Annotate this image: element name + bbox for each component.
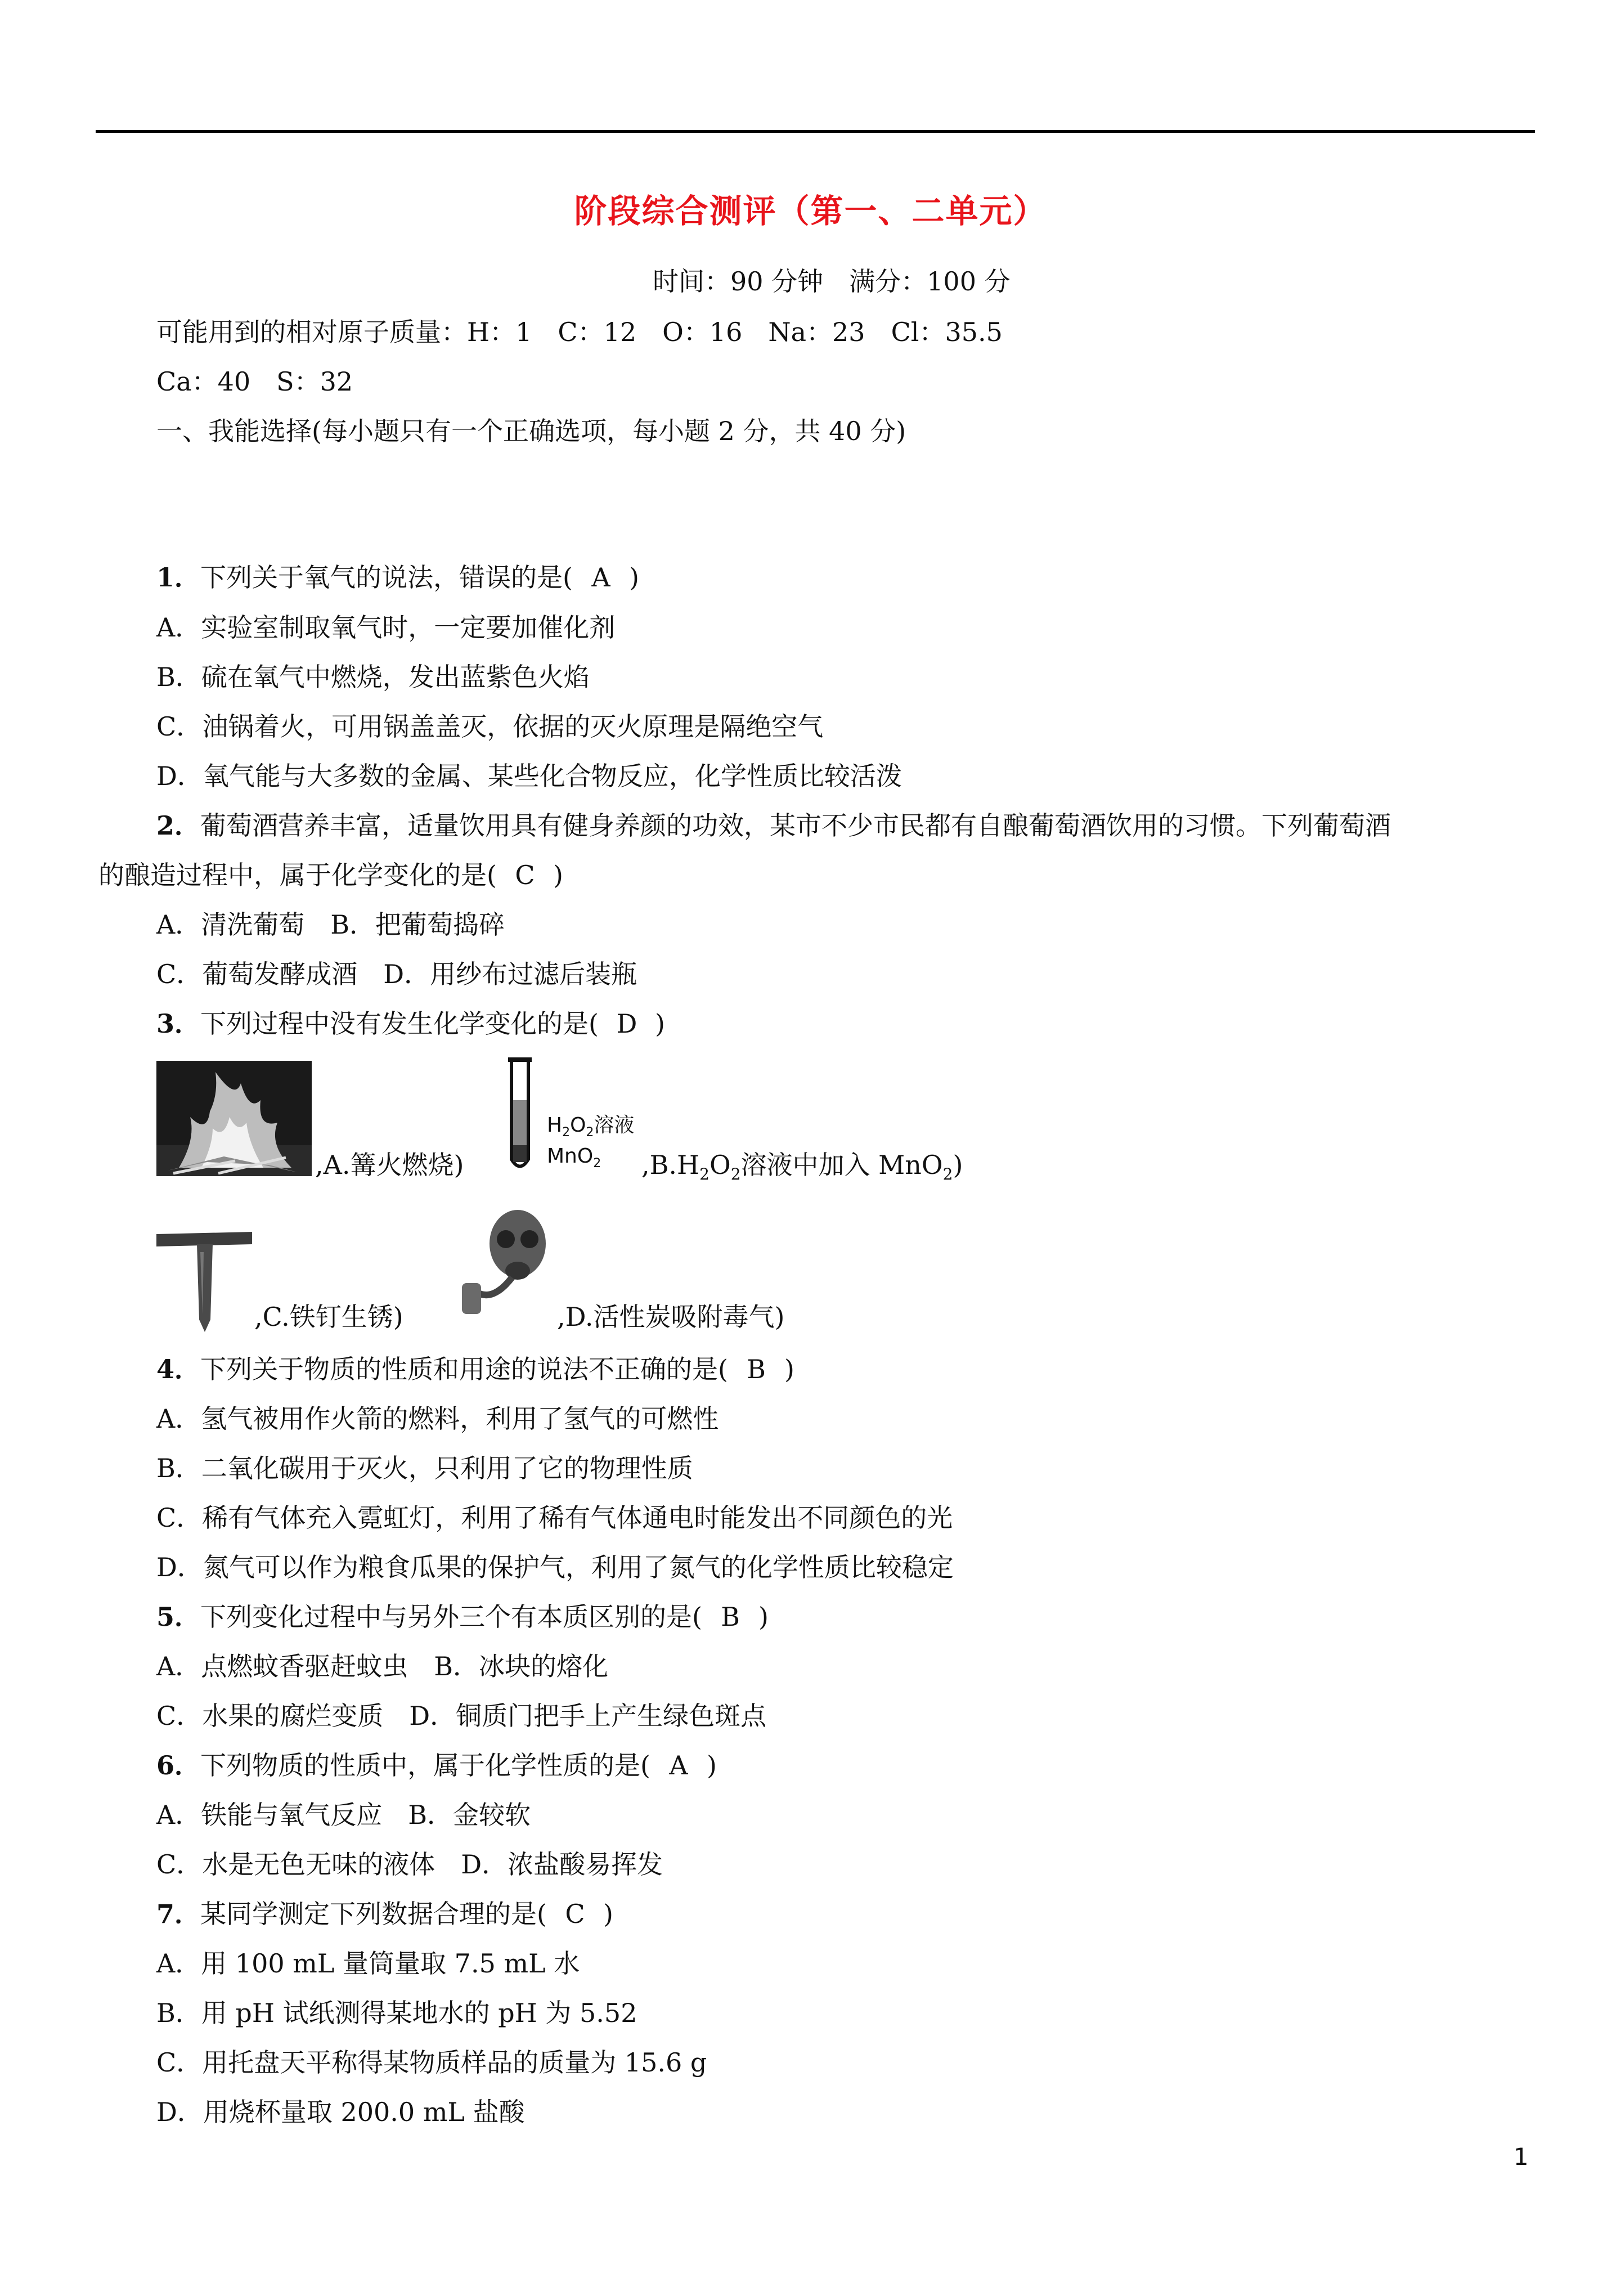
paren-close: ) [654,1008,665,1039]
question-7-stem [156,1897,613,1931]
question-number: 6． [156,1750,201,1781]
question-text: 葡萄酒营养丰富，适量饮用具有健身养颜的功效，某市不少市民都有自酿葡萄酒饮用的习惯。下列葡萄酒 [200,810,1391,841]
answer: A [591,562,610,593]
atomic-mass-line-2: Ca：40 S：32 [156,366,353,397]
option-c-label: ,C.铁钉生锈) [254,1302,403,1332]
option-a: A．用 100 mL 量筒量取 7.5 mL 水 [156,1948,580,1979]
options-cd: C．水是无色无味的液体 D．浓盐酸易挥发 [156,1849,663,1880]
options-cd: C．葡萄发酵成酒 D．用纱布过滤后装瓶 [156,959,637,989]
question-5-stem [156,1600,769,1634]
answer: A [669,1750,688,1781]
question-text: 下列关于氧气的说法，错误的是( [200,562,573,593]
options-ab: A．清洗葡萄 B．把葡萄捣碎 [156,909,505,940]
rusty-nail-image [156,1230,252,1334]
option-b: B．硫在氧气中燃烧，发出蓝紫色火焰 [156,662,590,692]
paren-close: ) [706,1750,717,1781]
option-d: D．用烧杯量取 200.0 mL 盐酸 [156,2097,525,2127]
option-a: A．实验室制取氧气时，一定要加催化剂 [156,612,616,643]
bonfire-image [156,1061,312,1176]
question-6-stem [156,1748,717,1782]
option-c: C．用托盘天平称得某物质样品的质量为 15.6 g [156,2047,707,2078]
atomic-mass-line-1: 可能用到的相对原子质量：H：1 C：12 O：16 Na：23 Cl：35.5 [156,317,1003,347]
time-info: 时间：90 分钟 满分：100 分 [653,266,1011,297]
page-title: 阶段综合测评（第一、二单元） [574,192,1047,230]
page-number: 1 [1514,2143,1529,2171]
option-b: B．二氧化碳用于灭火，只利用了它的物理性质 [156,1453,693,1483]
question-number: 2． [156,810,201,841]
question-3-stem [156,1007,665,1041]
question-text: 下列过程中没有发生化学变化的是( [200,1008,599,1039]
options-cd: C．水果的腐烂变质 D．铜质门把手上产生绿色斑点 [156,1701,767,1731]
answer: C [565,1899,585,1929]
question-text: 下列变化过程中与另外三个有本质区别的是( [200,1602,702,1632]
paren-close: ) [628,562,639,593]
answer: D [616,1008,637,1039]
question-number: 3． [156,1008,201,1039]
answer: B [747,1354,766,1384]
option-d-label: ,D.活性炭吸附毒气) [557,1302,785,1332]
answer: B [721,1602,740,1632]
options-ab: A．铁能与氧气反应 B．金较软 [156,1800,531,1830]
question-2-stem [156,809,1391,842]
question-number: 5． [156,1602,201,1632]
option-d: D．氧气能与大多数的金属、某些化合物反应，化学性质比较活泼 [156,761,902,791]
question-1-stem [156,560,639,594]
paren-close: ) [603,1899,613,1929]
section-heading: 一、我能选择(每小题只有一个正确选项，每小题 2 分，共 40 分) [156,416,906,446]
question-number: 4． [156,1354,201,1384]
header-rule [96,130,1535,133]
test-tube-icon [506,1055,533,1179]
options-ab: A．点燃蚊香驱赶蚊虫 B．冰块的熔化 [156,1651,609,1681]
question-text: 下列物质的性质中，属于化学性质的是( [200,1750,650,1781]
option-a-label: ,A.篝火燃烧) [315,1150,464,1180]
paren-close: ) [784,1354,794,1384]
question-4-stem [156,1352,794,1386]
option-c: C．稀有气体充入霓虹灯，利用了稀有气体通电时能发出不同颜色的光 [156,1503,953,1533]
option-b-label: $,B.H_2O_2$溶液中加入 MnO$_2$) [641,1150,963,1184]
question-number: 7． [156,1899,201,1929]
paren-close: ) [553,860,563,890]
question-text: 的酿造过程中，属于化学变化的是( [98,860,497,890]
question-2-stem-cont [98,858,563,892]
option-d: D．氮气可以作为粮食瓜果的保护气，利用了氮气的化学性质比较稳定 [156,1552,954,1582]
test-tube-label-mno2: MnO$_2$ [547,1145,601,1171]
option-a: A．氢气被用作火箭的燃料，利用了氢气的可燃性 [156,1403,719,1434]
test-tube-label-h2o2: $H_2O_2$溶液 [547,1114,635,1140]
gas-mask-image [459,1204,557,1317]
option-b: B．用 pH 试纸测得某地水的 pH 为 5.52 [156,1998,637,2028]
question-number: 1． [156,562,201,593]
paren-close: ) [758,1602,769,1632]
answer: C [515,860,535,890]
option-c: C．油锅着火，可用锅盖盖灭，依据的灭火原理是隔绝空气 [156,711,824,742]
question-text: 下列关于物质的性质和用途的说法不正确的是( [200,1354,728,1384]
question-text: 某同学测定下列数据合理的是( [200,1899,547,1929]
